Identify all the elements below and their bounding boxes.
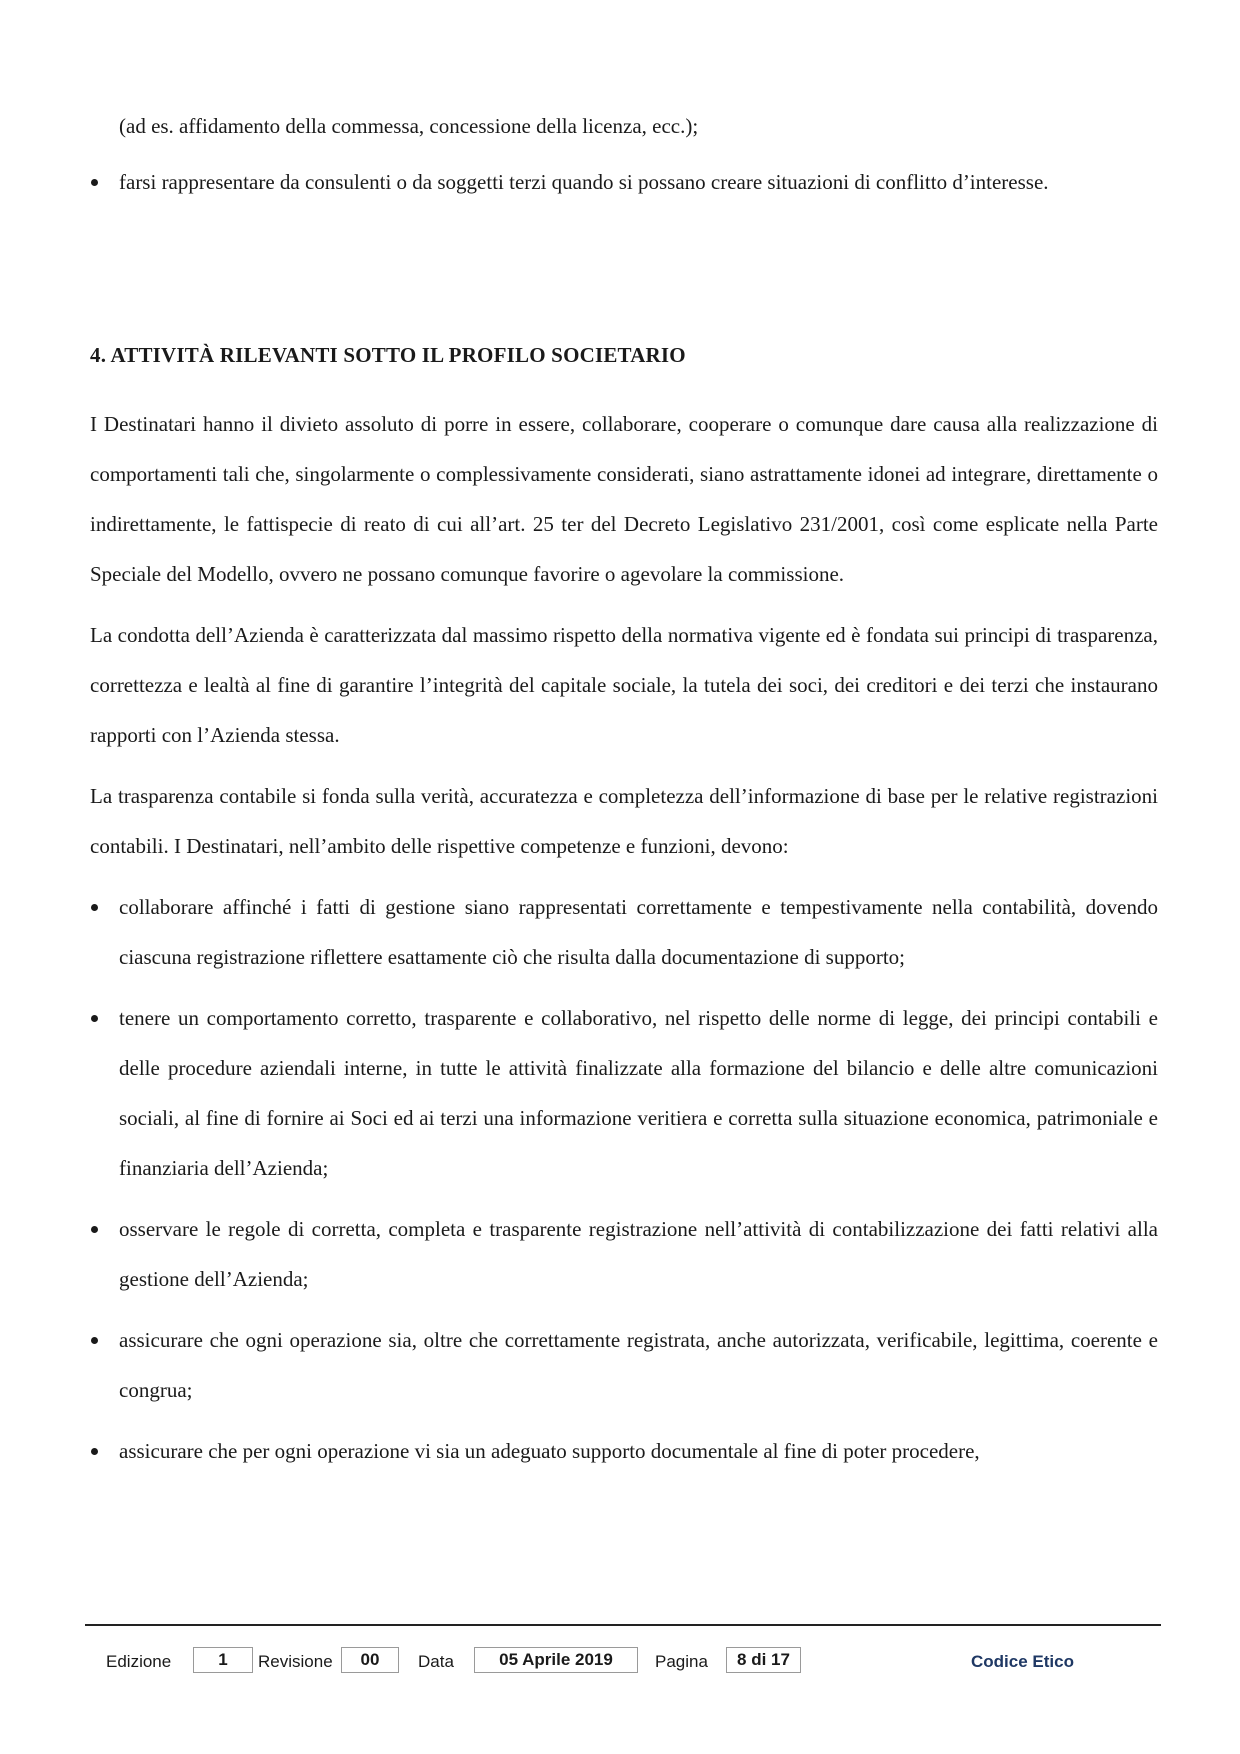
list-item — [90, 1204, 1158, 1304]
bullet-icon — [91, 1226, 98, 1233]
section-body — [90, 399, 1158, 1476]
top-bullet-list — [90, 157, 1158, 207]
bullet-text: collaborare affinché i fatti di gestione siano rappresentati correttamente e tempestivamente nella contabilità, dovendo ciascuna registrazione riflettere esattamente ciò che risulta dalla documentazione di supporto; — [119, 895, 1158, 969]
bullet-text: osservare le regole di corretta, completa e trasparente registrazione nell’attività di contabilizzazione dei fatti relativi alla gestione dell’Azienda; — [119, 1217, 1158, 1291]
paragraph: La trasparenza contabile si fonda sulla verità, accuratezza e completezza dell’informazione di base per le relative registrazioni contabili. I Destinatari, nell’ambito delle rispettive competenze e funzioni, devono: — [90, 784, 1158, 858]
bullet-text: assicurare che per ogni operazione vi sia un adeguato supporto documentale al fine di poter procedere, — [119, 1439, 980, 1463]
edizione-label: Edizione — [106, 1652, 172, 1671]
list-item — [90, 1426, 1158, 1476]
list-item — [90, 993, 1158, 1193]
data-label: Data — [418, 1652, 454, 1671]
paragraph: I Destinatari hanno il divieto assoluto di porre in essere, collaborare, cooperare o comunque dare causa alla realizzazione di comportamenti tali che, singolarmente o complessivamente considerati, siano astrattamente idonei ad integrare, direttamente o indirettamente, le fattispecie di reato di cui all’art. 25 ter del Decreto Legislativo 231/2001, così come esplicate nella Parte Speciale del Modello, ovvero ne possano comunque favorire o agevolare la commissione. — [90, 412, 1158, 586]
section-heading: 4. ATTIVITÀ RILEVANTI SOTTO IL PROFILO SOCIETARIO — [90, 343, 686, 367]
list-item — [90, 1315, 1158, 1415]
continuation-text: (ad es. affidamento della commessa, concessione della licenza, ecc.); — [119, 114, 699, 138]
revisione-value: 00 — [341, 1647, 399, 1673]
list-item — [90, 157, 1158, 207]
bullet-text: assicurare che ogni operazione sia, oltre che correttamente registrata, anche autorizzata, verificabile, legittima, coerente e congrua; — [119, 1328, 1158, 1402]
bullet-icon — [91, 904, 98, 911]
bullet-text: farsi rappresentare da consulenti o da soggetti terzi quando si possano creare situazioni di conflitto d’interesse. — [119, 170, 1049, 194]
revisione-label: Revisione — [258, 1652, 333, 1671]
document-name: Codice Etico — [971, 1652, 1074, 1671]
footer-divider — [85, 1624, 1161, 1626]
pagina-label: Pagina — [655, 1652, 708, 1671]
bullet-icon — [91, 1448, 98, 1455]
bullet-text: tenere un comportamento corretto, trasparente e collaborativo, nel rispetto delle norme di legge, dei principi contabili e delle procedure aziendali interne, in tutte le attività finalizzate alla formazione del bilancio e delle altre comunicazioni sociali, al fine di fornire ai Soci ed ai terzi una informazione veritiera e corretta sulla situazione economica, patrimoniale e finanziaria dell’Azienda; — [119, 1006, 1158, 1180]
page-footer — [0, 1647, 1240, 1677]
paragraph: La condotta dell’Azienda è caratterizzata dal massimo rispetto della normativa vigente ed è fondata sui principi di trasparenza, correttezza e lealtà al fine di garantire l’integrità del capitale sociale, la tutela dei soci, dei creditori e dei terzi che instaurano rapporti con l’Azienda stessa. — [90, 623, 1158, 747]
list-item — [90, 882, 1158, 982]
pagina-value: 8 di 17 — [726, 1647, 801, 1673]
bullet-icon — [91, 179, 98, 186]
edizione-value: 1 — [193, 1647, 253, 1673]
data-value: 05 Aprile 2019 — [474, 1647, 638, 1673]
section-bullet-list — [90, 882, 1158, 1476]
bullet-icon — [91, 1337, 98, 1344]
bullet-icon — [91, 1015, 98, 1022]
top-continuation-block — [90, 101, 1158, 207]
